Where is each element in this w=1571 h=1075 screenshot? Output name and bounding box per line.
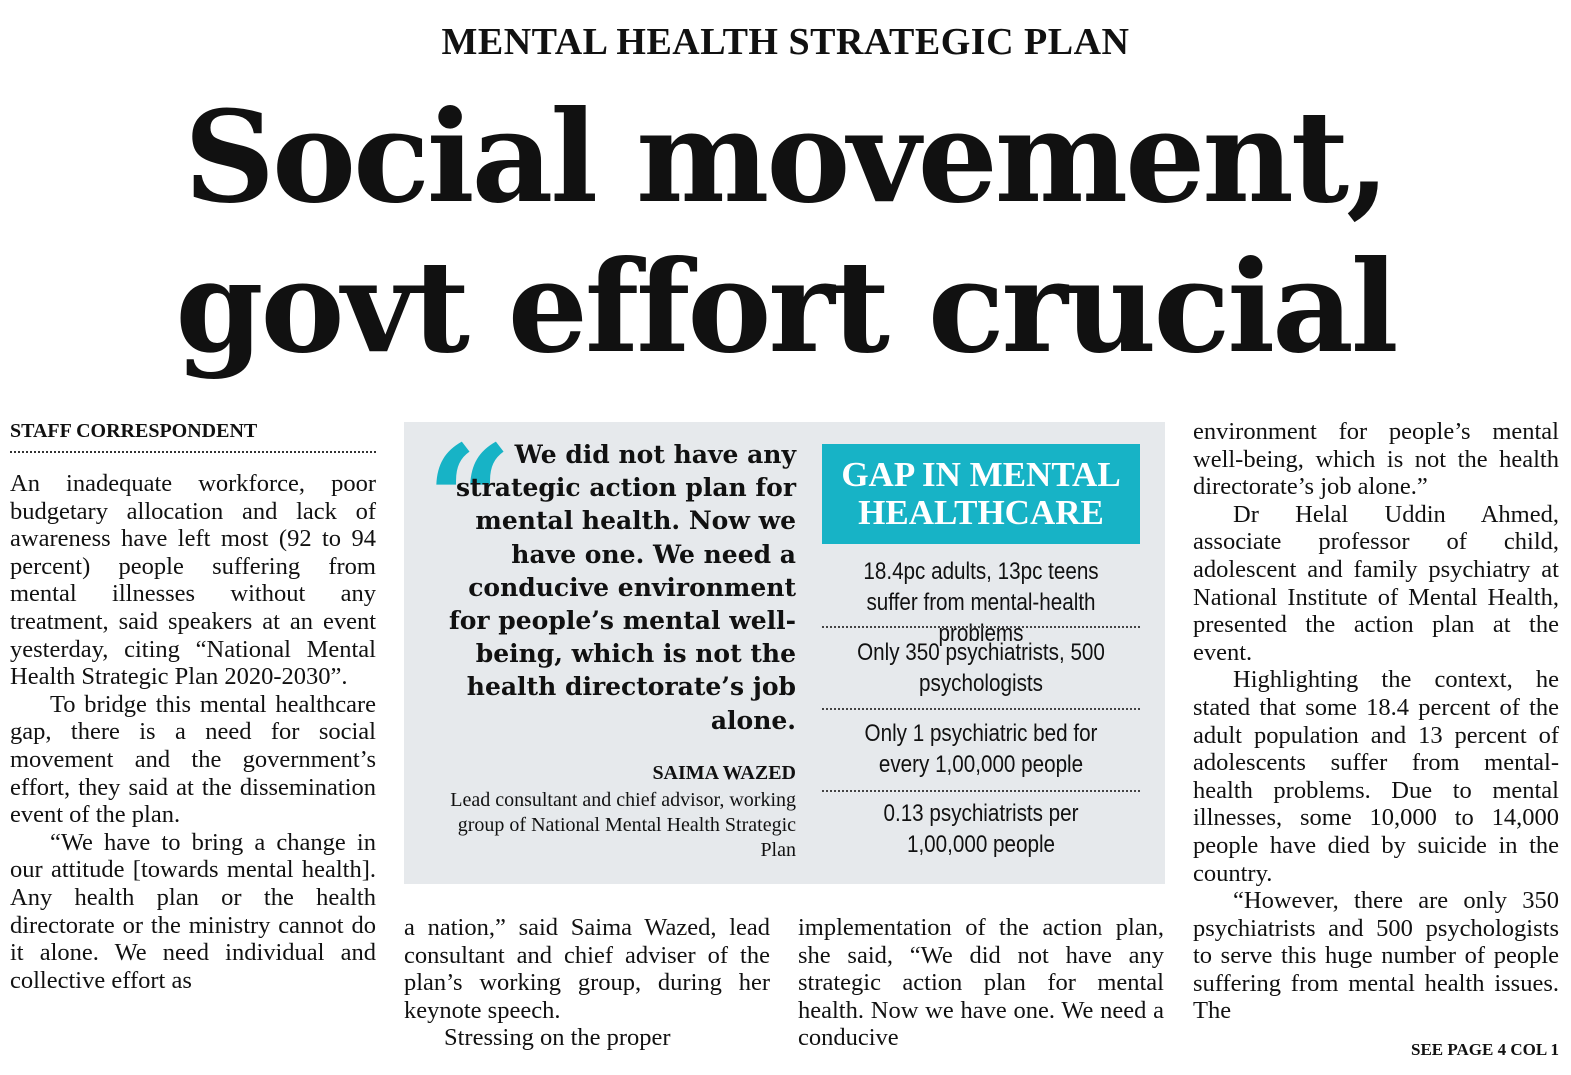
section-kicker: MENTAL HEALTH STRATEGIC PLAN	[441, 21, 1130, 63]
byline: STAFF CORRESPONDENT	[10, 420, 376, 453]
headline-line-2: govt effort crucial	[175, 233, 1396, 381]
article-paragraph: environment for people’s mental well-being, which is not the health directorate’s job alone.”	[1193, 418, 1559, 501]
headline	[0, 82, 1571, 382]
pull-quote-name: SAIMA WAZED	[652, 762, 796, 784]
article-column-4	[1193, 418, 1559, 1025]
article-column-1	[10, 470, 376, 994]
divider	[822, 708, 1140, 710]
divider	[822, 626, 1140, 628]
divider	[822, 790, 1140, 792]
article-paragraph: An inadequate workforce, poor budgetary allocation and lack of awareness have left most (92 to 94 percent) people suffering from mental illnesses without any treatment, said speakers at an event yesterday, citing “National Mental Health Strategic Plan 2020-2030”.	[10, 470, 376, 691]
article-paragraph: a nation,” said Saima Wazed, lead consultant and chief adviser of the plan’s working group, during her keynote speech.	[404, 914, 770, 1024]
article-paragraph: Stressing on the proper	[444, 1024, 671, 1052]
gap-stat: 18.4pc adults, 13pc teens suffer from mental-health problems	[863, 558, 1099, 647]
article-paragraph: To bridge this mental healthcare gap, there is a need for social movement and the government’s effort, they said at the dissemination event of the plan.	[10, 690, 376, 829]
feature-panel	[404, 413, 1165, 884]
article-paragraph: “However, there are only 350 psychiatrists and 500 psychologists to serve this huge number of people suffering from mental health issues. The	[1193, 887, 1559, 1025]
article-column-3	[798, 914, 1164, 1052]
gap-stat: 0.13 psychiatrists per 1,00,000 people	[883, 800, 1079, 858]
pull-quote-role: Lead consultant and chief advisor, working group of National Mental Health Strategic Plan	[450, 789, 796, 861]
article-paragraph: implementation of the action plan, she said, “We did not have any strategic action plan for mental health. Now we have one. We need a conducive	[798, 914, 1164, 1052]
article-paragraph: Highlighting the context, he stated that some 18.4 percent of the adult population and 13 percent of adolescents suffer from mental-health problems. Due to mental illnesses, some 10,000 to 14,000 people have died by suicide in the country.	[1193, 666, 1559, 887]
pull-quote-text: We did not have any strategic action plan for mental health. Now we have one. We need a conducive environment for people’s mental well-being, which is not the health directorate’s job alone.	[448, 440, 796, 735]
article-paragraph: Dr Helal Uddin Ahmed, associate professor of child, adolescent and family psychiatry at National Institute of Mental Health, presented the action plan at the event.	[1193, 500, 1559, 666]
article-column-2	[404, 914, 770, 1052]
gap-box-title: GAP IN MENTAL HEALTHCARE	[822, 444, 1140, 544]
gap-stat: Only 1 psychiatric bed for every 1,00,000 people	[864, 720, 1098, 778]
continuation-link[interactable]: SEE PAGE 4 COL 1	[1411, 1040, 1559, 1059]
gap-stat: Only 350 psychiatrists, 500 psychologists	[857, 639, 1105, 697]
article-paragraph: “We have to bring a change in our attitude [towards mental health]. Any health plan or the health directorate or the ministry cannot do it alone. We need individual and collective effort as	[10, 828, 376, 994]
headline-line-1: Social movement,	[184, 83, 1387, 231]
quote-mark-icon: “	[426, 413, 513, 589]
